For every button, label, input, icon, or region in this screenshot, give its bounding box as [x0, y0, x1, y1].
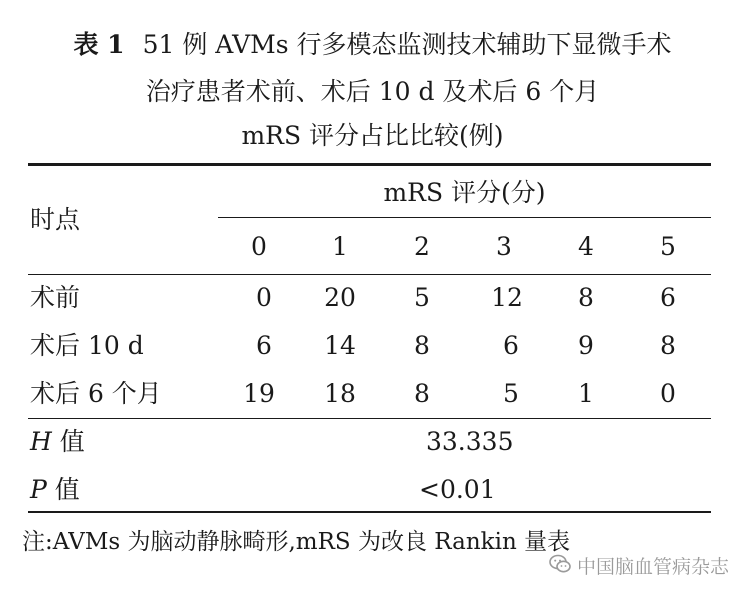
bottom-rule	[28, 511, 711, 513]
table-cell: 6	[256, 331, 272, 360]
table-cell: 5	[503, 379, 519, 408]
row-label: 术前	[30, 283, 81, 312]
table-cell: 14	[324, 331, 356, 360]
header-bottom-rule	[28, 274, 711, 275]
table-cell: 1	[578, 379, 594, 408]
top-rule	[28, 163, 711, 166]
watermark-text: 中国脑血管病杂志	[577, 556, 730, 578]
group-header-rule	[218, 217, 711, 218]
column-header: 2	[414, 232, 430, 261]
p-value: <0.01	[419, 475, 496, 504]
watermark	[549, 554, 729, 581]
table-title-line-1	[0, 30, 745, 60]
h-suffix: 值	[51, 427, 85, 456]
h-value: 33.335	[426, 427, 514, 456]
table-title-line-3: mRS 评分占比比较(例)	[241, 121, 504, 150]
title-text-1: 51 例 AVMs 行多模态监测技术辅助下显微手术	[142, 30, 672, 59]
table-cell: 9	[578, 331, 594, 360]
table-cell: 18	[324, 379, 356, 408]
table-cell: 0	[256, 283, 272, 312]
table-cell: 0	[660, 379, 676, 408]
wechat-icon	[549, 554, 571, 581]
p-value-label	[30, 475, 80, 505]
p-suffix: 值	[46, 475, 80, 504]
data-bottom-rule	[28, 418, 711, 419]
table-cell: 6	[660, 283, 676, 312]
table-cell: 8	[414, 379, 430, 408]
column-header: 0	[251, 232, 267, 261]
table-cell: 8	[414, 331, 430, 360]
table-footnote: 注:AVMs 为脑动静脉畸形,mRS 为改良 Rankin 量表	[22, 529, 571, 555]
row-header: 时点	[30, 205, 81, 234]
table-cell: 8	[660, 331, 676, 360]
table-label: 表 1	[73, 30, 125, 59]
table-cell: 8	[578, 283, 594, 312]
column-header: 1	[332, 232, 348, 261]
column-header: 3	[496, 232, 512, 261]
table-title-line-2: 治疗患者术前、术后 10 d 及术后 6 个月	[145, 77, 600, 106]
table-cell: 5	[414, 283, 430, 312]
table-cell: 12	[491, 283, 523, 312]
row-label: 术后 6 个月	[30, 379, 162, 408]
h-letter: H	[30, 427, 52, 456]
h-value-label	[30, 427, 85, 457]
table-cell: 19	[243, 379, 275, 408]
column-header: 4	[578, 232, 594, 261]
row-label: 术后 10 d	[30, 331, 144, 360]
table-cell: 20	[324, 283, 356, 312]
group-header: mRS 评分(分)	[383, 178, 546, 207]
table-cell: 6	[503, 331, 519, 360]
p-letter: P	[30, 475, 47, 504]
column-header: 5	[660, 232, 676, 261]
